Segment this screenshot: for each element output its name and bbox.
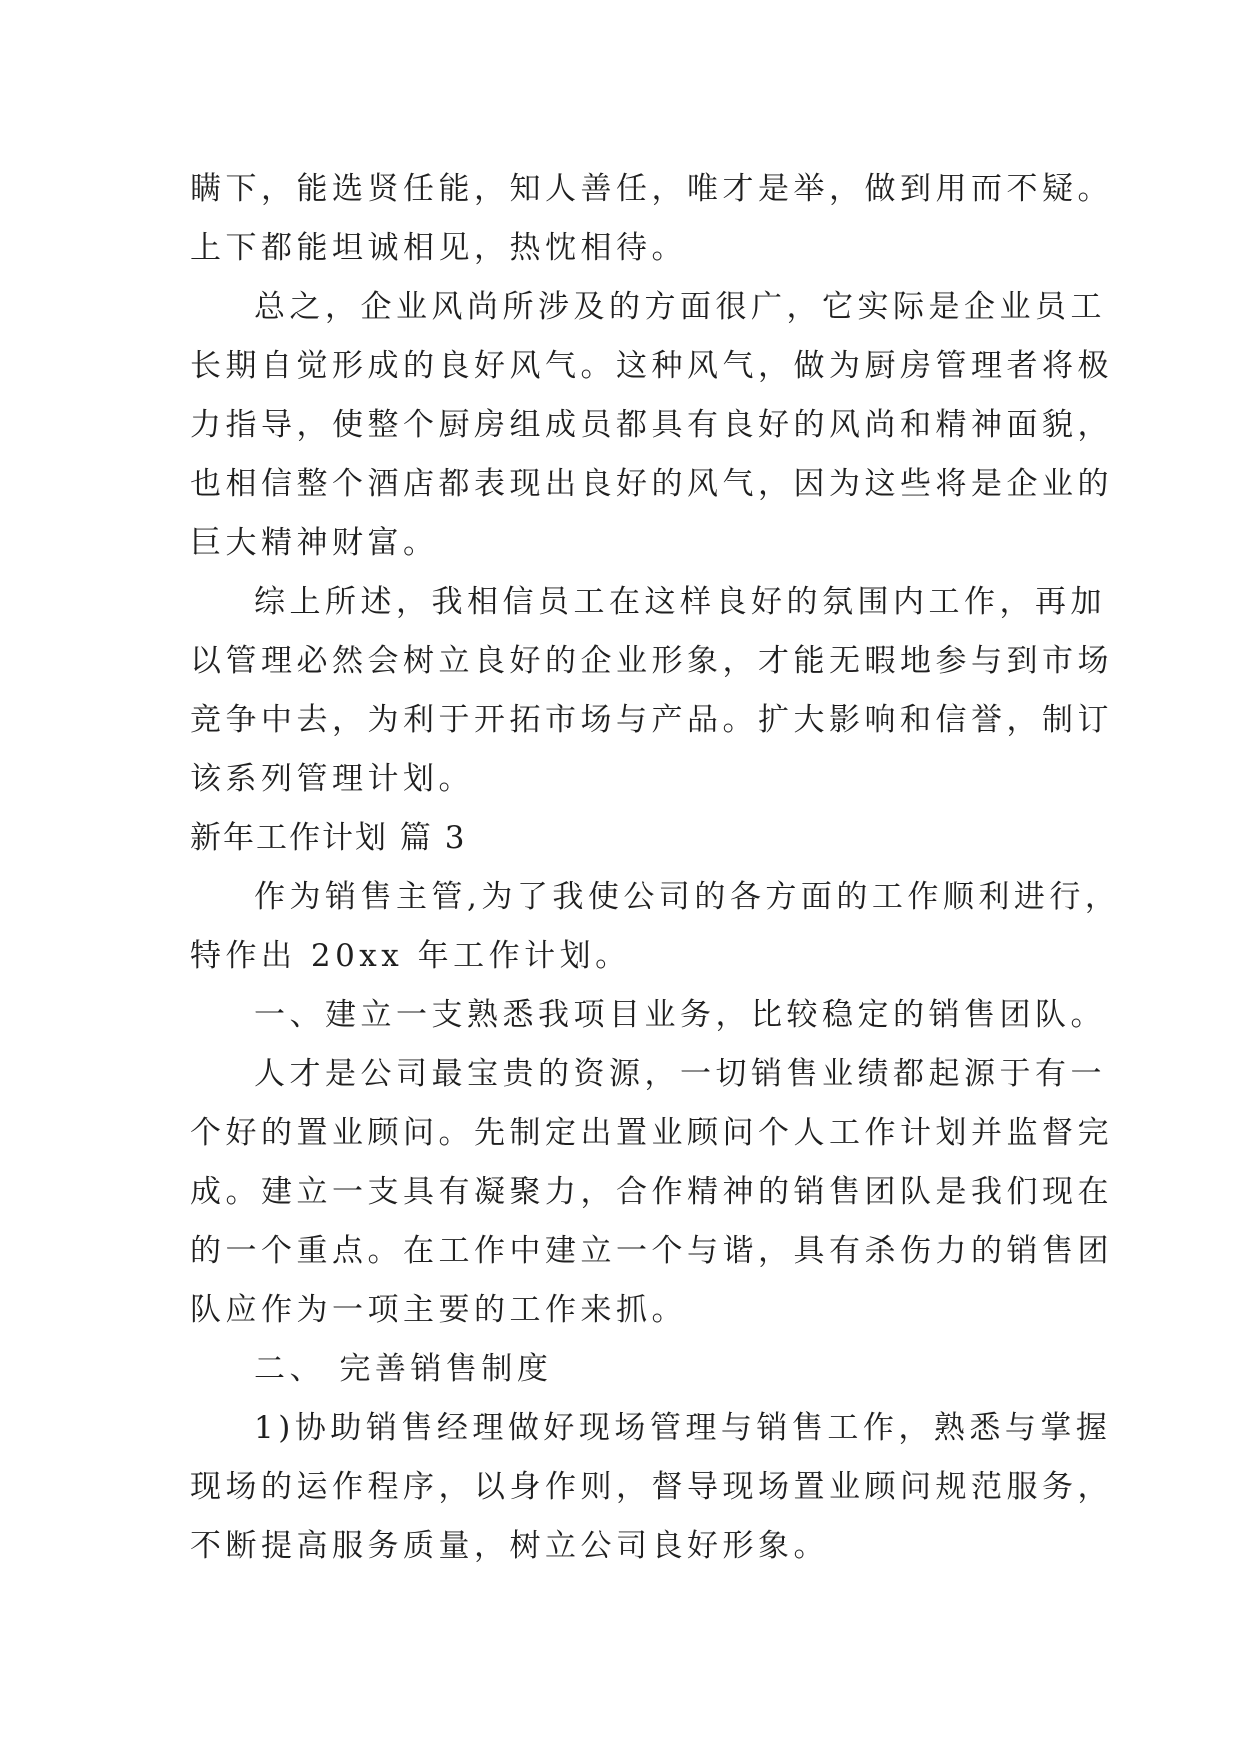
paragraph-line: 以管理必然会树立良好的企业形象，才能无暇地参与到市场 [190, 643, 1113, 679]
paragraph-first-line: 综上所述，我相信员工在这样良好的氛围内工作，再加 [254, 584, 1106, 620]
paragraph-line: 长期自觉形成的良好风气。这种风气，做为厨房管理者将极 [190, 348, 1113, 384]
paragraph-first-line: 1)协助销售经理做好现场管理与销售工作，熟悉与掌握 [254, 1410, 1112, 1446]
subsection-heading: 一、建立一支熟悉我项目业务，比较稳定的销售团队。 [254, 997, 1106, 1033]
paragraph-line: 队应作为一项主要的工作来抓。 [190, 1292, 687, 1328]
paragraph-first-line: 人才是公司最宝贵的资源，一切销售业绩都起源于有一 [254, 1056, 1106, 1092]
paragraph-line: 上下都能坦诚相见，热忱相待。 [190, 230, 687, 266]
paragraph-line: 不断提高服务质量，树立公司良好形象。 [190, 1528, 829, 1564]
paragraph-line: 的一个重点。在工作中建立一个与谐，具有杀伤力的销售团 [190, 1233, 1113, 1269]
paragraph-line: 巨大精神财富。 [190, 525, 439, 561]
paragraph-line: 也相信整个酒店都表现出良好的风气，因为这些将是企业的 [190, 466, 1113, 502]
paragraph-line: 瞒下，能选贤任能，知人善任，唯才是举，做到用而不疑。 [190, 171, 1113, 207]
section-heading: 新年工作计划 篇 3 [190, 820, 467, 856]
paragraph-line: 个好的置业顾问。先制定出置业顾问个人工作计划并监督完 [190, 1115, 1113, 1151]
paragraph-line: 该系列管理计划。 [190, 761, 474, 797]
paragraph-line: 成。建立一支具有凝聚力，合作精神的销售团队是我们现在 [190, 1174, 1113, 1210]
document-body [190, 160, 1121, 1576]
paragraph-line: 现场的运作程序，以身作则，督导现场置业顾问规范服务， [190, 1469, 1113, 1505]
paragraph-line: 竞争中去，为利于开拓市场与产品。扩大影响和信誉，制订 [190, 702, 1113, 738]
paragraph-first-line: 作为销售主管,为了我使公司的各方面的工作顺利进行， [254, 879, 1121, 915]
paragraph-line: 力指导，使整个厨房组成员都具有良好的风尚和精神面貌， [190, 407, 1113, 443]
paragraph-line: 特作出 20xx 年工作计划。 [190, 938, 631, 974]
paragraph-first-line: 总之，企业风尚所涉及的方面很广，它实际是企业员工 [254, 289, 1106, 325]
subsection-heading: 二、 完善销售制度 [254, 1351, 553, 1387]
